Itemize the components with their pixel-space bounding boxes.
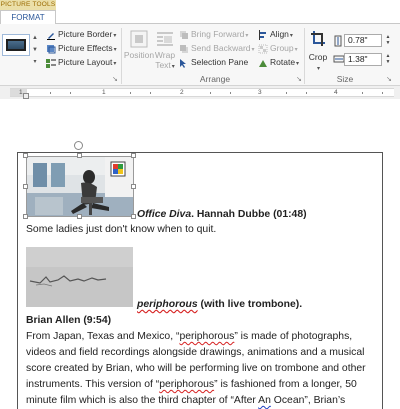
bring-forward-icon — [179, 30, 189, 40]
resize-handle[interactable] — [131, 153, 136, 158]
chevron-down-icon: ▾ — [245, 33, 249, 39]
size-group-label: Size — [336, 74, 354, 84]
ruler-number: 2 — [180, 89, 184, 96]
layout-icon — [46, 58, 56, 68]
periphorous-image[interactable] — [26, 247, 133, 307]
chevron-down-icon: ▾ — [113, 47, 117, 53]
picture-effects-button[interactable]: Picture Effects▾ — [46, 42, 117, 54]
arrange-launcher-icon[interactable]: ↘ — [296, 76, 302, 83]
resize-handle[interactable] — [131, 214, 136, 219]
picture-style-thumbnail — [6, 39, 26, 51]
entry2-title: periphorous — [137, 299, 198, 310]
arrange-group-label: Arrange — [199, 74, 231, 84]
picture-border-button[interactable]: Picture Border▾ — [46, 28, 116, 40]
entry1-heading — [137, 207, 307, 222]
gallery-more-icon[interactable]: ▾ — [33, 59, 37, 65]
bring-forward-button[interactable]: Bring Forward▾ — [179, 28, 248, 40]
tab-format[interactable]: FORMAT — [0, 10, 56, 24]
paragraph-line: From Japan, Texas and Mexico, “periphorous” is made of photographs, — [26, 331, 353, 342]
ruler-number: 4 — [334, 89, 338, 96]
resize-handle[interactable] — [23, 153, 28, 158]
selection-pane-icon — [179, 58, 189, 68]
resize-handle[interactable] — [23, 214, 28, 219]
entry1-artist: . Hannah Dubbe (01:48) — [191, 209, 307, 220]
picture-layout-button[interactable]: Picture Layout▾ — [46, 56, 116, 68]
rotate-icon — [258, 58, 268, 68]
paragraph-line: minute film which is also the third chapter of “After An Ocean”, Brian’s — [26, 395, 346, 406]
ribbon — [0, 24, 400, 86]
wrap-text-icon — [156, 30, 174, 48]
ruler-number: 1 — [102, 89, 106, 96]
send-backward-icon — [179, 44, 189, 54]
chevron-down-icon: ▾ — [289, 33, 293, 39]
misspelled-word[interactable]: periphorous — [179, 331, 235, 342]
paragraph-line: instruments. This version of “periphorous” is fashioned from a longer, 50 — [26, 379, 357, 390]
height-spinner[interactable]: ▲ ▼ — [385, 34, 391, 46]
misspelled-word[interactable]: periphorous — [159, 379, 215, 390]
entry2-artist: Brian Allen (9:54) — [26, 315, 112, 326]
paragraph-line: score created by Brian, who will be performing live on trombone and other — [26, 363, 366, 374]
group-button[interactable]: Group▾ — [258, 42, 298, 54]
rotate-button[interactable]: Rotate▾ — [258, 56, 299, 68]
width-spinner[interactable]: ▲ ▼ — [385, 53, 391, 65]
gallery-up-icon[interactable]: ▲ — [32, 35, 38, 41]
crop-icon — [310, 30, 326, 50]
chevron-down-icon: ▾ — [113, 61, 117, 67]
chevron-down-icon: ▾ — [294, 47, 298, 53]
resize-handle[interactable] — [77, 214, 82, 219]
entry1-title: Office Diva — [137, 209, 192, 220]
resize-handle[interactable] — [77, 153, 82, 158]
picture-style-gallery[interactable] — [2, 34, 30, 56]
chevron-down-icon: ▾ — [296, 61, 300, 67]
chevron-down-icon: ▾ — [251, 47, 255, 53]
entry1-blurb: Some ladies just don't know when to quit. — [26, 224, 217, 235]
height-icon — [333, 35, 343, 45]
rotate-handle-icon[interactable] — [74, 141, 83, 150]
resize-handle[interactable] — [131, 184, 136, 189]
picture-tools-context-header: PICTURE TOOLS — [0, 1, 56, 8]
align-button[interactable]: Align▾ — [258, 28, 293, 40]
office-diva-image[interactable] — [26, 156, 134, 217]
shape-width-input[interactable]: 1.38" — [344, 53, 382, 66]
chevron-down-icon: ▾ — [316, 66, 320, 72]
align-icon — [258, 30, 268, 40]
horizontal-ruler[interactable] — [0, 86, 400, 99]
pencil-icon — [46, 30, 56, 40]
effects-icon — [46, 44, 56, 54]
gallery-scroll[interactable] — [31, 32, 39, 68]
wrap-text-button[interactable]: Wrap Text▾ — [153, 30, 177, 72]
selection-pane-button[interactable]: Selection Pane — [179, 56, 248, 68]
entry2-heading — [137, 297, 302, 312]
paragraph-line: videos and field recordings alongside drawings, animations and a musical — [26, 347, 365, 358]
size-launcher-icon[interactable]: ↘ — [386, 76, 392, 83]
group-icon — [258, 44, 268, 54]
send-backward-button[interactable]: Send Backward▾ — [179, 42, 255, 54]
width-icon — [333, 54, 343, 64]
ruler-number: 3 — [258, 89, 262, 96]
picture-styles-launcher-icon[interactable]: ↘ — [112, 76, 118, 83]
ribbon-tab-row — [0, 10, 400, 24]
position-icon — [130, 30, 148, 48]
ruler-number: 1 — [19, 89, 23, 96]
position-button[interactable]: Position — [122, 30, 156, 60]
resize-handle[interactable] — [23, 184, 28, 189]
crop-button[interactable]: Crop ▾ — [305, 30, 331, 74]
chevron-down-icon: ▾ — [171, 64, 175, 70]
chevron-down-icon: ▾ — [113, 33, 117, 39]
grammar-flagged-word[interactable]: An — [258, 395, 271, 406]
shape-height-input[interactable]: 0.78" — [344, 34, 382, 47]
gallery-down-icon[interactable]: ▼ — [32, 47, 38, 53]
entry2-suffix: (with live trombone). — [197, 299, 303, 310]
